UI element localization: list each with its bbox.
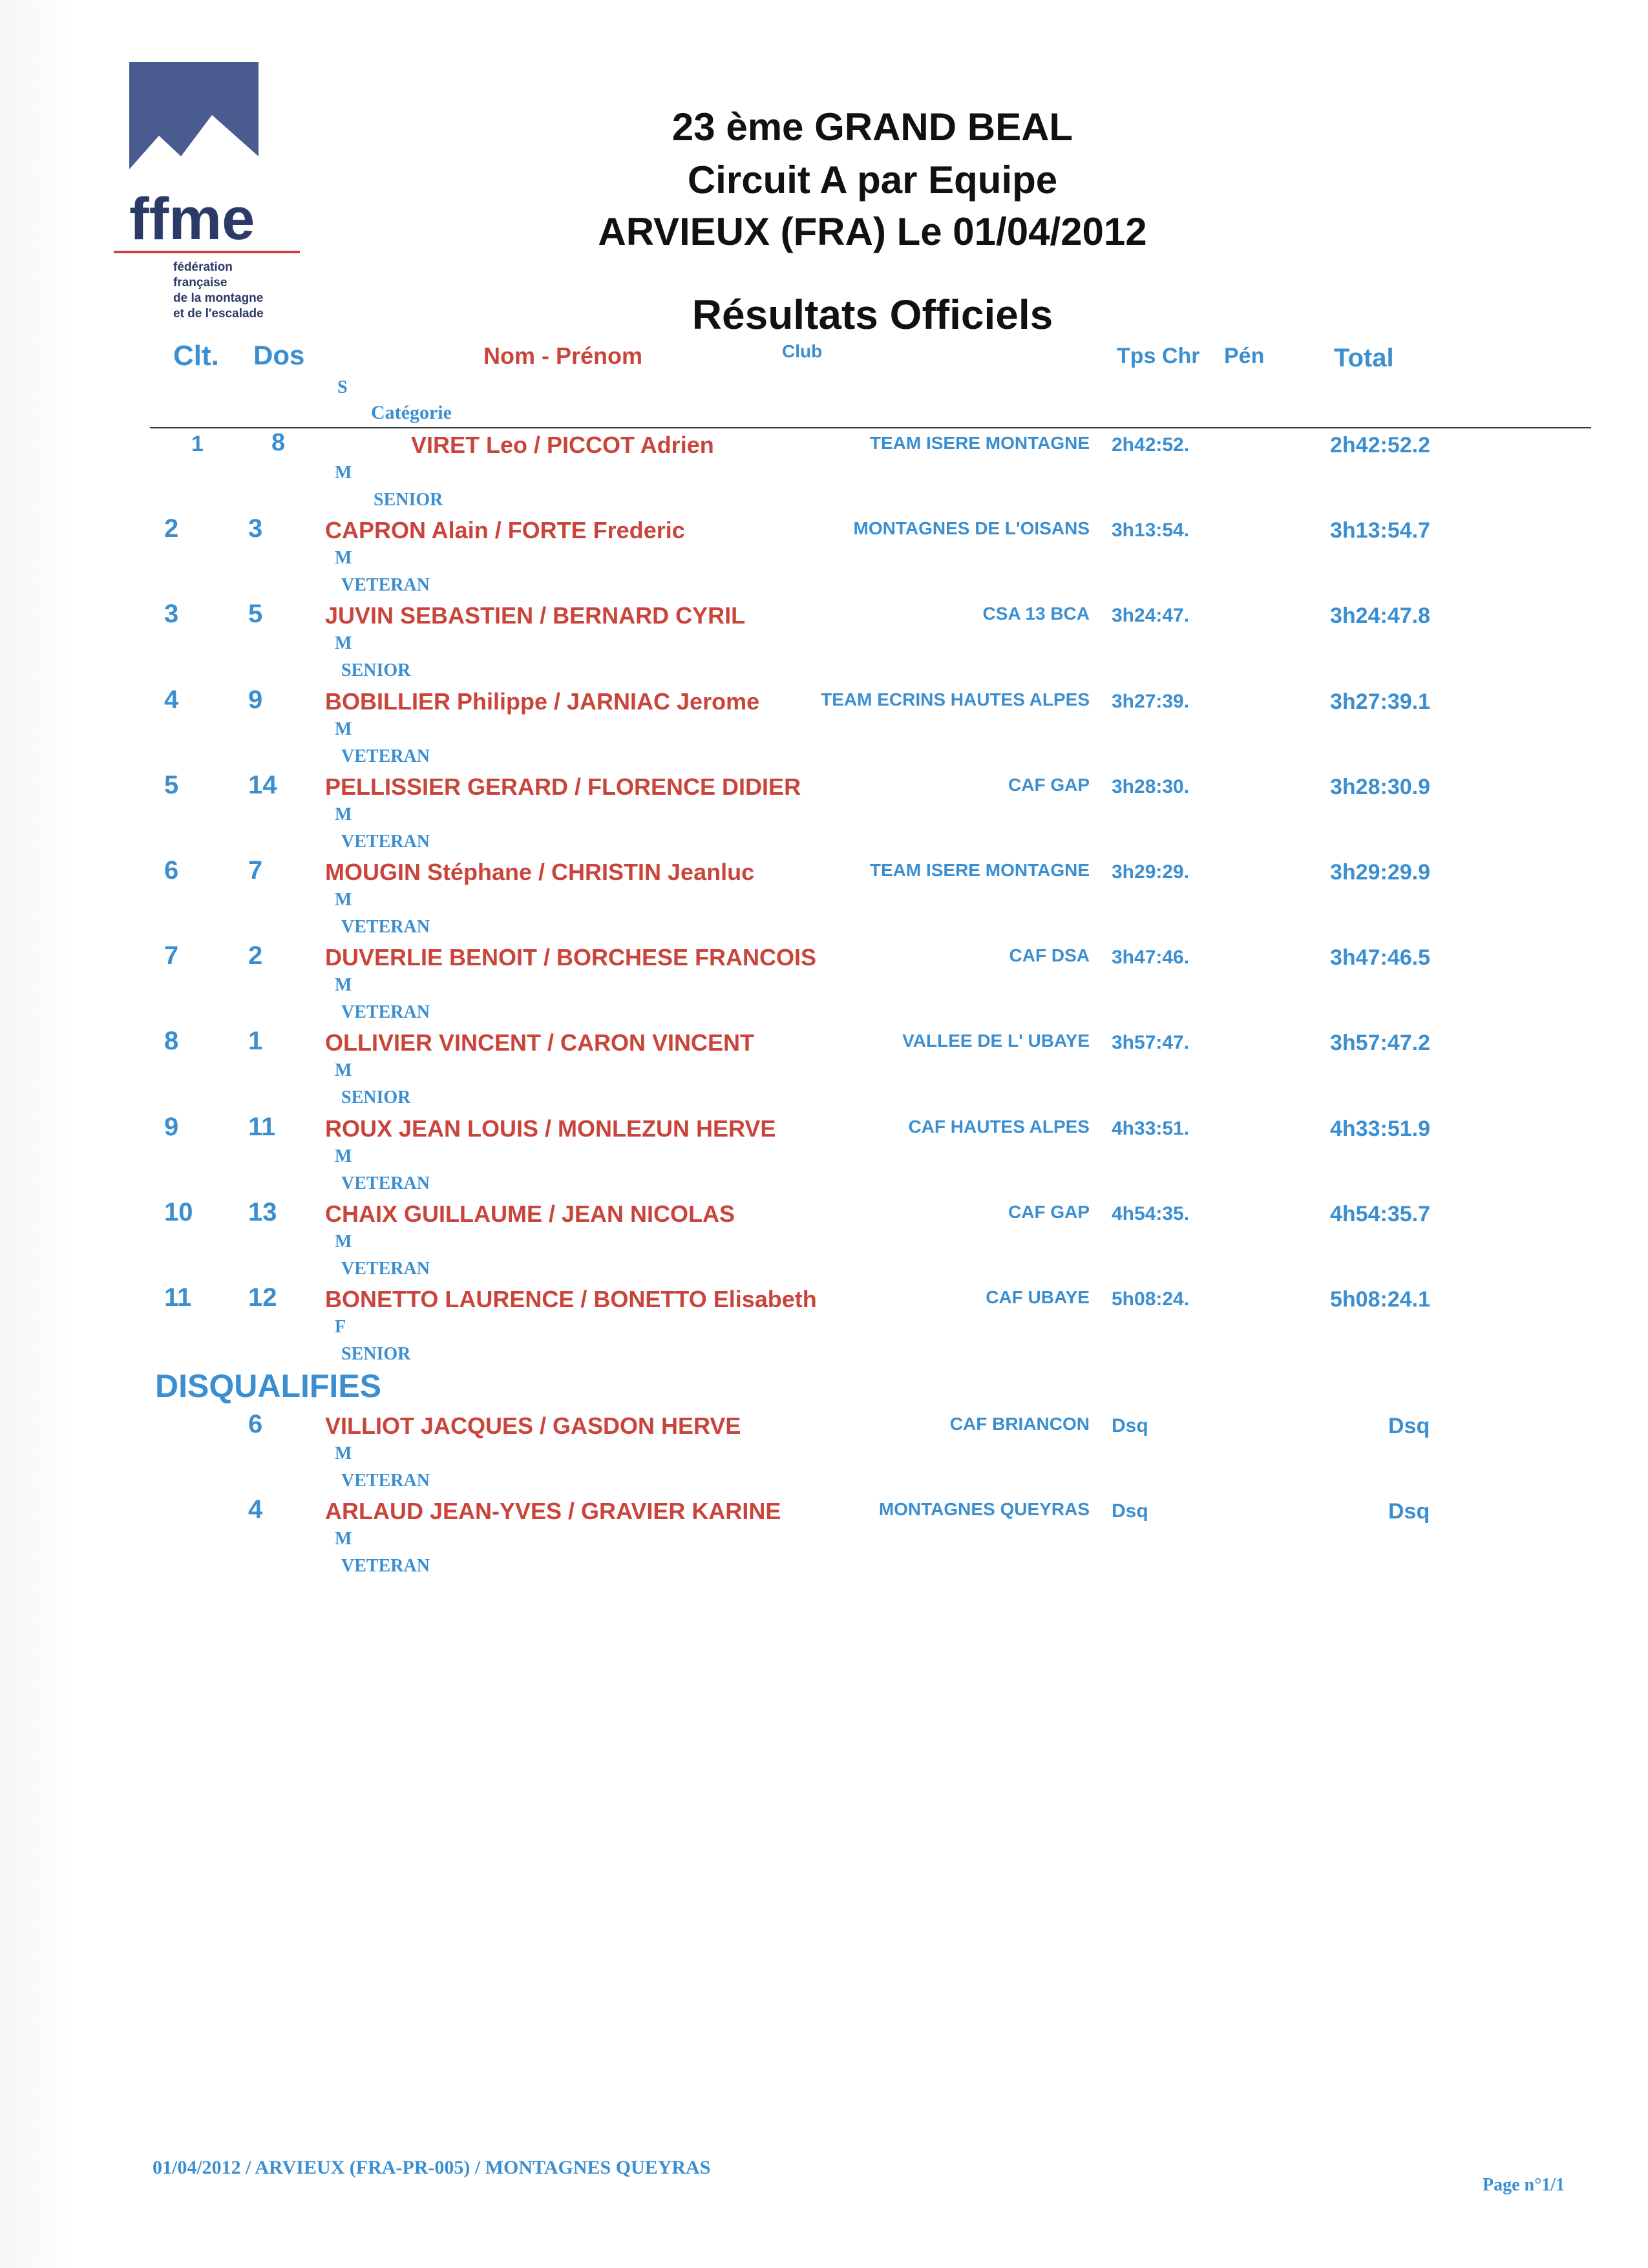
team-name-cell: BONETTO LAURENCE / BONETTO Elisabeth [325,1286,817,1312]
rank-cell: 7 [164,941,179,971]
bib-cell: 2 [248,941,263,971]
table-row [0,768,1648,854]
club-cell: CAF GAP [1008,774,1090,795]
sex-cell: F [335,1317,346,1337]
total-time-cell: 3h13:54.7 [1330,518,1430,543]
total-time-cell: 5h08:24.1 [1330,1287,1430,1312]
category-cell: VETERAN [341,1471,430,1491]
category-cell: VETERAN [341,575,430,596]
logo-wordmark: ffme [129,186,255,252]
rank-cell: 6 [164,856,179,885]
total-time-cell: 3h29:29.9 [1330,860,1430,885]
bib-cell: 9 [248,685,263,714]
page-number: Page n°1/1 [1483,2175,1565,2195]
club-cell: CAF BRIANCON [949,1414,1090,1434]
header-pen: Pén [1224,344,1265,368]
sex-cell: M [335,1146,352,1166]
category-cell: VETERAN [341,1002,430,1023]
chrono-time-cell: 3h29:29. [1112,861,1190,883]
bib-cell: 5 [248,600,263,629]
rank-cell: 8 [164,1027,179,1056]
table-row [0,1195,1648,1281]
event-location-date: ARVIEUX (FRA) Le 01/04/2012 [598,210,1147,253]
ffme-logo [114,59,301,331]
header-clt: Clt. [173,340,219,372]
team-name-cell: CAPRON Alain / FORTE Frederic [325,517,685,544]
category-cell: VETERAN [341,917,430,937]
bib-cell: 14 [248,770,277,799]
rank-cell: 3 [164,600,179,629]
rank-cell: 5 [164,770,179,799]
header-s: S [337,377,348,397]
disqualified-heading: DISQUALIFIES [155,1368,382,1404]
club-cell: MONTAGNES DE L'OISANS [853,518,1090,539]
bib-cell: 7 [248,856,263,885]
sex-cell: M [335,890,352,910]
bib-cell: 8 [271,429,286,456]
bib-cell: 1 [248,1027,263,1056]
category-cell: VETERAN [341,1258,430,1279]
team-name-cell: PELLISSIER GERARD / FLORENCE DIDIER [325,773,801,800]
sex-cell: M [335,1231,352,1252]
chrono-time-cell: 3h24:47. [1112,605,1190,627]
total-time-cell: Dsq [1388,1499,1430,1524]
sex-cell: M [335,719,352,739]
table-row [0,512,1648,597]
header-club: Club [782,341,823,361]
category-cell: SENIOR [374,490,443,510]
logo-caption [173,260,264,322]
table-row [0,939,1648,1024]
table-row [0,426,1648,512]
header-nom: Nom - Prénom [483,342,643,369]
rank-cell: 2 [164,514,179,543]
club-cell: VALLEE DE L' UBAYE [902,1031,1090,1051]
team-name-cell: ARLAUD JEAN-YVES / GRAVIER KARINE [325,1498,781,1524]
table-row [0,1024,1648,1109]
total-time-cell: 3h27:39.1 [1330,689,1430,714]
club-cell: TEAM ECRINS HAUTES ALPES [821,689,1090,709]
table-row [0,1281,1648,1366]
chrono-time-cell: Dsq [1112,1500,1148,1522]
bib-cell: 13 [248,1197,277,1226]
bib-cell: 4 [248,1495,263,1524]
total-time-cell: 3h24:47.8 [1330,604,1430,629]
team-name-cell: BOBILLIER Philippe / JARNIAC Jerome [325,688,760,715]
event-title: 23 ème GRAND BEAL [671,105,1073,149]
rank-cell: 10 [164,1197,193,1226]
bib-cell: 11 [248,1112,276,1141]
club-cell: CAF UBAYE [986,1287,1090,1307]
chrono-time-cell: 3h27:39. [1112,690,1190,712]
total-time-cell: 3h57:47.2 [1330,1031,1430,1056]
table-row [0,683,1648,768]
bib-cell: 3 [248,514,263,543]
team-name-cell: VIRET Leo / PICCOT Adrien [411,432,714,458]
bib-cell: 12 [248,1283,277,1312]
chrono-time-cell: Dsq [1112,1415,1148,1436]
logo-line-3: de la montagne [173,291,264,305]
club-cell: CAF HAUTES ALPES [908,1116,1090,1137]
category-cell: SENIOR [341,1344,411,1364]
rank-cell: 4 [164,685,179,714]
total-time-cell: 3h47:46.5 [1330,945,1430,971]
club-cell: TEAM ISERE MONTAGNE [869,860,1090,880]
total-time-cell: Dsq [1388,1414,1430,1438]
sex-cell: M [335,1444,352,1464]
chrono-time-cell: 4h54:35. [1112,1202,1190,1224]
rank-cell: 1 [191,432,204,456]
category-cell: VETERAN [341,1556,430,1576]
chrono-time-cell: 3h28:30. [1112,775,1190,797]
category-cell: VETERAN [341,746,430,766]
header-total: Total [1334,344,1394,372]
chrono-time-cell: 2h42:52. [1112,434,1190,456]
event-circuit: Circuit A par Equipe [687,158,1058,202]
table-row [0,1493,1648,1578]
header-categorie: Catégorie [371,402,452,423]
table-row [0,597,1648,682]
logo-line-1: fédération [173,260,233,274]
team-name-cell: DUVERLIE BENOIT / BORCHESE FRANCOIS [325,944,817,971]
total-time-cell: 4h33:51.9 [1330,1116,1430,1141]
club-cell: CAF GAP [1008,1201,1090,1222]
sex-cell: M [335,1529,352,1549]
club-cell: CAF DSA [1009,945,1090,966]
bib-cell: 6 [248,1410,263,1438]
footer-text: 01/04/2012 / ARVIEUX (FRA-PR-005) / MONTAGNES QUEYRAS [153,2157,711,2178]
club-cell: TEAM ISERE MONTAGNE [869,433,1090,453]
sex-cell: M [335,975,352,996]
team-name-cell: CHAIX GUILLAUME / JEAN NICOLAS [325,1200,735,1227]
club-cell: CSA 13 BCA [982,604,1090,624]
sex-cell: M [335,463,352,483]
rank-cell: 9 [164,1112,179,1141]
table-row [0,854,1648,939]
chrono-time-cell: 5h08:24. [1112,1288,1190,1310]
header-dos: Dos [253,340,305,370]
table-row [0,1407,1648,1493]
header-tps: Tps Chr [1117,344,1200,368]
sex-cell: M [335,804,352,824]
category-cell: VETERAN [341,1173,430,1193]
category-cell: SENIOR [341,1087,411,1108]
team-name-cell: JUVIN SEBASTIEN / BERNARD CYRIL [325,602,746,629]
team-name-cell: VILLIOT JACQUES / GASDON HERVE [325,1412,741,1439]
sex-cell: M [335,1060,352,1081]
total-time-cell: 2h42:52.2 [1330,433,1430,457]
club-cell: MONTAGNES QUEYRAS [878,1499,1090,1519]
logo-line-4: et de l'escalade [173,307,264,320]
chrono-time-cell: 3h47:46. [1112,947,1190,969]
sex-cell: M [335,633,352,654]
team-name-cell: ROUX JEAN LOUIS / MONLEZUN HERVE [325,1115,776,1142]
team-name-cell: OLLIVIER VINCENT / CARON VINCENT [325,1029,755,1056]
chrono-time-cell: 3h13:54. [1112,520,1190,541]
logo-line-2: française [173,276,227,289]
total-time-cell: 4h54:35.7 [1330,1201,1430,1226]
category-cell: SENIOR [341,660,411,681]
team-name-cell: MOUGIN Stéphane / CHRISTIN Jeanluc [325,859,755,885]
sex-cell: M [335,548,352,569]
chrono-time-cell: 4h33:51. [1112,1117,1190,1139]
chrono-time-cell: 3h57:47. [1112,1032,1190,1054]
rank-cell: 11 [164,1283,192,1312]
total-time-cell: 3h28:30.9 [1330,774,1430,799]
table-row [0,1110,1648,1195]
results-subtitle: Résultats Officiels [692,291,1053,338]
category-cell: VETERAN [341,831,430,852]
